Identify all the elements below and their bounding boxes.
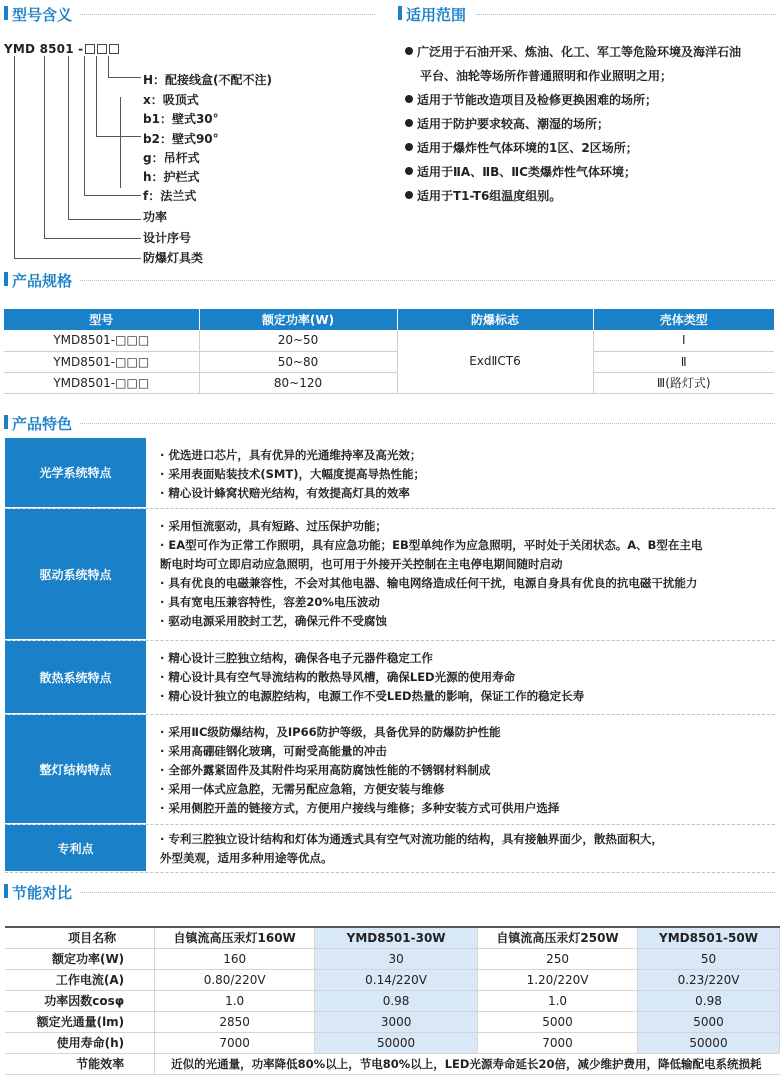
- section-divider: [80, 14, 375, 15]
- leader-line: [14, 56, 141, 259]
- table-cell: 7000: [155, 1032, 315, 1053]
- feature-line: · 精心设计蜂窝状赔光结构，有效提高灯具的效率: [160, 486, 410, 500]
- model-code: [4, 42, 119, 56]
- table-cell: 1.0: [478, 990, 638, 1011]
- column-header: 项目名称: [5, 927, 155, 948]
- section-marker: [4, 415, 8, 429]
- feature-label: 整灯结构特点: [5, 715, 146, 824]
- feature-label: 专利点: [5, 825, 146, 872]
- bullet-icon: [405, 143, 413, 151]
- feature-line: 外型美观，适用多种用途等优点。: [160, 851, 333, 865]
- section-title-spec: 产品规格: [12, 272, 73, 290]
- row-label: 额定光通量(lm): [5, 1011, 155, 1032]
- table-cell: 30: [315, 948, 478, 969]
- table-header-row: [4, 309, 774, 330]
- feature-line: 断电时均可立即启动应急照明，也可用于外接开关控制在主电停电期间随时启动: [160, 557, 563, 571]
- table-cell: 250: [478, 948, 638, 969]
- code-box-3: [109, 44, 119, 54]
- legend-category: 防爆灯具类: [143, 251, 204, 265]
- column-header: 自镇流高压汞灯160W: [155, 927, 315, 948]
- table-cell: 50000: [315, 1032, 478, 1053]
- table-row: [5, 1011, 780, 1032]
- table-cell: 5000: [478, 1011, 638, 1032]
- feature-line: · 采用高硼硅钢化玻璃，可耐受高能量的冲击: [160, 744, 387, 758]
- bullet-icon: [405, 167, 413, 175]
- table-cell: 160: [155, 948, 315, 969]
- section-marker: [4, 884, 8, 898]
- scope-item-1-cont: 平台、油轮等场所作普通照明和作业照明之用；: [420, 69, 673, 83]
- section-title-type-meaning: 型号含义: [12, 6, 73, 24]
- row-label: 节能效率: [5, 1053, 155, 1074]
- feature-body: [146, 438, 775, 508]
- table-cell: 0.14/220V: [315, 969, 478, 990]
- cell-power: 80~120: [199, 372, 397, 393]
- section-title-energy: 节能对比: [12, 884, 73, 902]
- cell-model: YMD8501-□□□: [4, 372, 199, 393]
- feature-line: · 专利三腔独立设计结构和灯体为通透式具有空气对流功能的结构，具有接触界面少，散热面积大，: [160, 832, 663, 846]
- cell-ex-mark: ExdⅡCT6: [397, 330, 593, 393]
- bullet-icon: [405, 47, 413, 55]
- feature-row-patent: [5, 825, 775, 873]
- table-row-efficiency: [5, 1053, 780, 1074]
- feature-line: · 全部外露紧固件及其附件均采用高防腐蚀性能的不锈钢材料制成: [160, 763, 491, 777]
- legend-b2: b2：壁式90°: [143, 132, 219, 146]
- spec-table: [4, 309, 774, 394]
- table-row: [5, 990, 780, 1011]
- features-table: [5, 438, 775, 873]
- feature-line: · 具有宽电压兼容特性，容差20%电压波动: [160, 595, 380, 609]
- section-marker: [4, 272, 8, 286]
- feature-body: [146, 641, 775, 714]
- section-divider: [476, 14, 776, 15]
- feature-row-driver: [5, 509, 775, 641]
- column-header: 额定功率(W): [199, 309, 397, 330]
- table-cell: 1.0: [155, 990, 315, 1011]
- feature-row-optical: [5, 438, 775, 509]
- feature-body: [146, 715, 775, 824]
- feature-line: · 精心设计三腔独立结构，确保各电子元器件稳定工作: [160, 651, 433, 665]
- scope-item-2: [405, 91, 657, 108]
- table-cell: 0.23/220V: [638, 969, 780, 990]
- scope-text: 广泛用于石油开采、炼油、化工、军工等危险环境及海洋石油: [417, 45, 742, 59]
- scope-item-3: [405, 115, 609, 132]
- column-header: YMD8501-50W: [638, 927, 780, 948]
- feature-line: · 采用表面贴装技术(SMT)，大幅度提高导热性能；: [160, 467, 425, 481]
- table-cell: 1.20/220V: [478, 969, 638, 990]
- cell-power: 50~80: [199, 351, 397, 372]
- section-marker: [398, 6, 402, 20]
- legend-g: g：吊杆式: [143, 151, 200, 165]
- table-row: [4, 330, 774, 351]
- table-cell: 0.98: [315, 990, 478, 1011]
- model-code-text: YMD 8501 -: [4, 42, 84, 56]
- legend-h2: h：护栏式: [143, 170, 200, 184]
- table-row: [4, 372, 774, 393]
- section-title-features: 产品特色: [12, 415, 73, 433]
- bullet-icon: [405, 119, 413, 127]
- feature-label: 散热系统特点: [5, 641, 146, 714]
- section-marker: [4, 6, 8, 20]
- table-cell: 50: [638, 948, 780, 969]
- section-divider: [80, 280, 775, 281]
- scope-item-1: [405, 43, 741, 60]
- code-box-1: [85, 44, 95, 54]
- table-cell: 2850: [155, 1011, 315, 1032]
- feature-line: · 采用侧腔开盖的链接方式，方便用户接线与维修；多种安装方式可供用户选择: [160, 801, 560, 815]
- feature-body: [146, 509, 775, 640]
- feature-label: 驱动系统特点: [5, 509, 146, 640]
- code-box-2: [97, 44, 107, 54]
- legend-power: 功率: [143, 210, 168, 224]
- table-row: [4, 351, 774, 372]
- feature-line: · 驱动电源采用胶封工艺，确保元件不受腐蚀: [160, 614, 387, 628]
- column-header: YMD8501-30W: [315, 927, 478, 948]
- table-row: [5, 1032, 780, 1053]
- bullet-icon: [405, 191, 413, 199]
- feature-line: · 具有优良的电磁兼容性，不会对其他电器、输电网络造成任何干扰，电源自身具有优良的抗电磁干扰能力: [160, 576, 698, 590]
- feature-line: · 优选进口芯片，具有优异的光通维持率及高光效；: [160, 448, 422, 462]
- legend-b1: b1：壁式30°: [143, 112, 219, 126]
- table-header-row: [5, 927, 780, 948]
- column-header: 防爆标志: [397, 309, 593, 330]
- table-row: [5, 948, 780, 969]
- legend-f: f：法兰式: [143, 189, 197, 203]
- row-label: 额定功率(W): [5, 948, 155, 969]
- table-cell: 50000: [638, 1032, 780, 1053]
- scope-item-5: [405, 163, 636, 180]
- cell-shell: Ⅰ: [593, 330, 774, 351]
- column-header: 壳体类型: [593, 309, 774, 330]
- feature-line: · EA型可作为正常工作照明，具有应急功能；EB型单纯作为应急照明，平时处于关闭状态。A、B型在主电: [160, 538, 703, 552]
- feature-line: · 采用ⅡC级防爆结构，及IP66防护等级，具备优异的防爆防护性能: [160, 725, 501, 739]
- cell-power: 20~50: [199, 330, 397, 351]
- row-label: 工作电流(A): [5, 969, 155, 990]
- feature-row-structure: [5, 715, 775, 825]
- feature-row-thermal: [5, 641, 775, 715]
- leader-line: [120, 97, 121, 188]
- cell-shell: Ⅱ: [593, 351, 774, 372]
- table-cell: 7000: [478, 1032, 638, 1053]
- scope-text: 适用于爆炸性气体环境的1区、2区场所；: [417, 141, 638, 155]
- feature-body: [146, 825, 775, 872]
- cell-model: YMD8501-□□□: [4, 351, 199, 372]
- table-cell: 0.80/220V: [155, 969, 315, 990]
- feature-label: 光学系统特点: [5, 438, 146, 508]
- table-cell: 0.98: [638, 990, 780, 1011]
- bullet-icon: [405, 95, 413, 103]
- feature-line: · 精心设计独立的电源腔结构，电源工作不受LED热量的影响，保证工作的稳定长寿: [160, 689, 585, 703]
- feature-line: · 采用一体式应急腔，无需另配应急箱，方便安装与维修: [160, 782, 445, 796]
- section-divider: [80, 892, 775, 893]
- section-title-scope: 适用范围: [406, 6, 467, 24]
- energy-table: [5, 926, 780, 1075]
- table-cell: 3000: [315, 1011, 478, 1032]
- scope-text: 适用于T1-T6组温度组别。: [417, 189, 562, 203]
- column-header: 自镇流高压汞灯250W: [478, 927, 638, 948]
- section-divider: [80, 423, 775, 424]
- scope-text: 适用于节能改造项目及检修更换困难的场所；: [417, 93, 658, 107]
- feature-line: · 采用恒流驱动，具有短路、过压保护功能；: [160, 519, 387, 533]
- legend-x: x：吸顶式: [143, 93, 199, 107]
- feature-line: · 精心设计具有空气导流结构的散热导风槽，确保LED光源的使用寿命: [160, 670, 516, 684]
- cell-shell: Ⅲ(路灯式): [593, 372, 774, 393]
- table-cell: 5000: [638, 1011, 780, 1032]
- scope-item-4: [405, 139, 638, 156]
- row-label: 功率因数cosφ: [5, 990, 155, 1011]
- row-label: 使用寿命(h): [5, 1032, 155, 1053]
- scope-text: 适用于防护要求较高、潮湿的场所；: [417, 117, 610, 131]
- scope-item-6: [405, 187, 561, 204]
- table-row: [5, 969, 780, 990]
- legend-h: H：配接线盒(不配不注): [143, 73, 273, 87]
- cell-model: YMD8501-□□□: [4, 330, 199, 351]
- efficiency-text: 近似的光通量，功率降低80%以上，节电80%以上，LED光源寿命延长20倍，减少维护费用，降低输配电系统损耗: [155, 1053, 780, 1074]
- column-header: 型号: [4, 309, 199, 330]
- scope-text: 适用于ⅡA、ⅡB、ⅡC类爆炸性气体环境；: [417, 165, 636, 179]
- legend-design-no: 设计序号: [143, 231, 192, 245]
